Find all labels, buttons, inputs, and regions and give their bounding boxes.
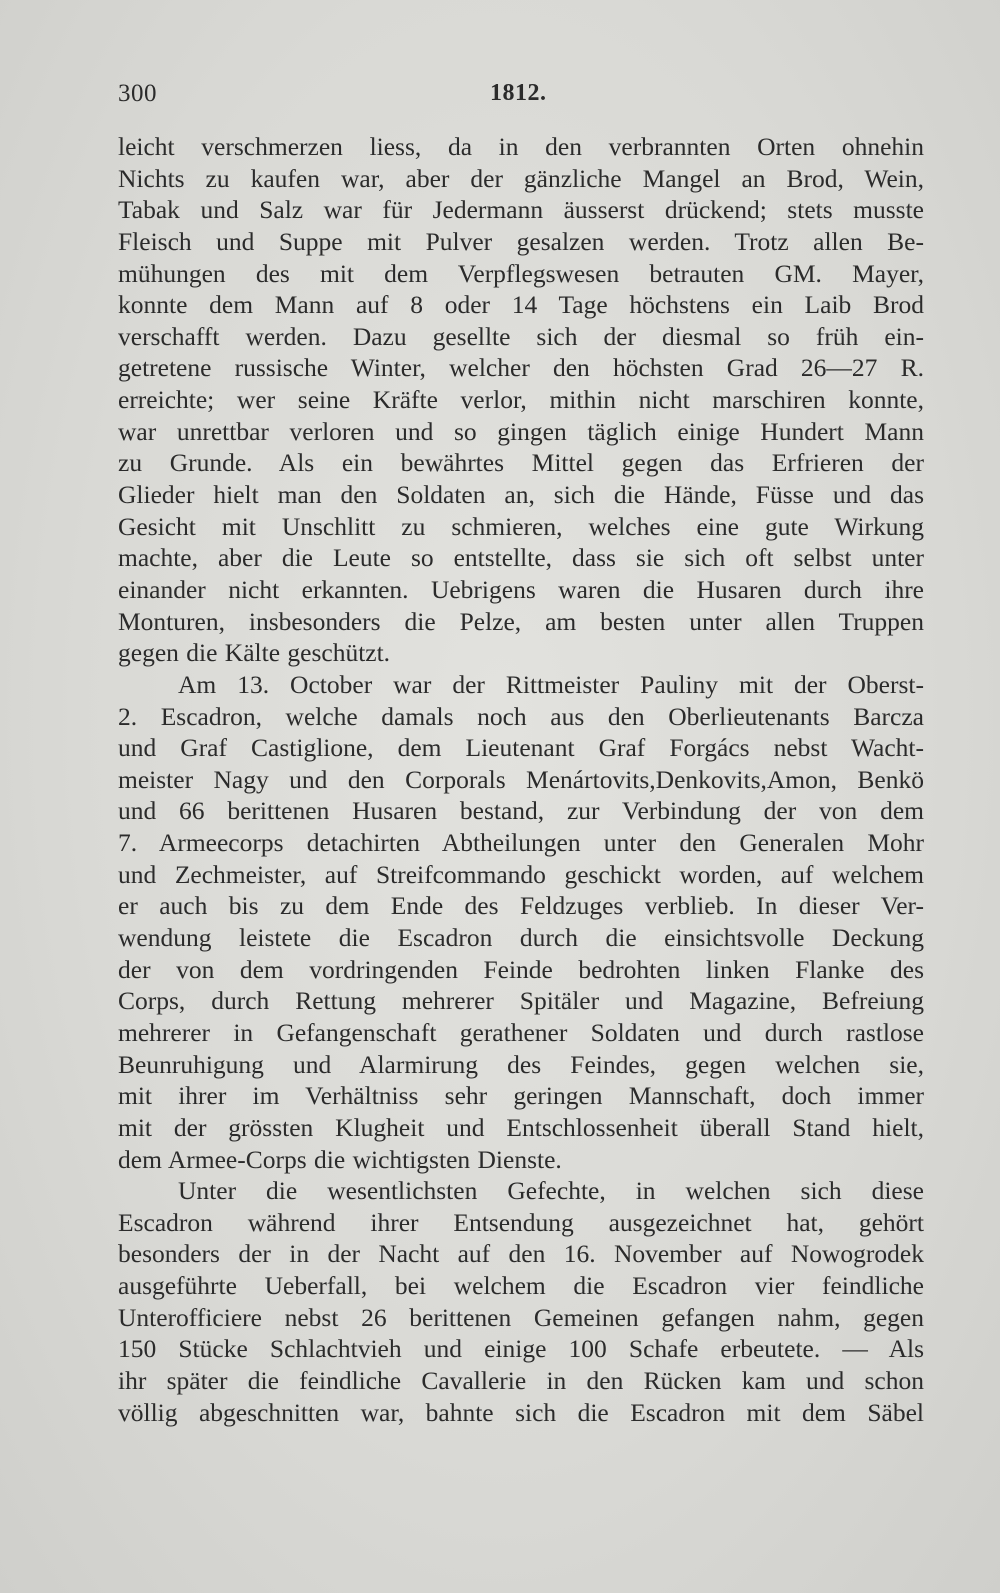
text-line: Corps, durch Rettung mehrerer Spitäler und Magazine, Befreiung bbox=[118, 986, 924, 1016]
text-line: zu Grunde. Als ein bewährtes Mittel gegen das Erfrieren der bbox=[118, 448, 924, 478]
text-line: Escadron während ihrer Entsendung ausgezeichnet hat, gehört bbox=[118, 1207, 924, 1237]
text-line: besonders der in der Nacht auf den 16. November auf Nowogrodek bbox=[118, 1239, 924, 1269]
text-line: Gesicht mit Unschlitt zu schmieren, welches eine gute Wirkung bbox=[118, 511, 924, 541]
text-line: mehrerer in Gefangenschaft gerathener Soldaten und durch rastlose bbox=[118, 1017, 924, 1047]
text-line: Fleisch und Suppe mit Pulver gesalzen werden. Trotz allen Be- bbox=[118, 226, 924, 256]
text-line: verschafft werden. Dazu gesellte sich der diesmal so früh ein- bbox=[118, 321, 924, 351]
text-line: und Graf Castiglione, dem Lieutenant Graf Forgács nebst Wacht- bbox=[118, 733, 924, 763]
text-line: mit der grössten Klugheit und Entschlossenheit überall Stand hielt, bbox=[118, 1112, 924, 1142]
text-line: machte, aber die Leute so entstellte, dass sie sich oft selbst unter bbox=[118, 543, 924, 573]
text-line: der von dem vordringenden Feinde bedrohten linken Flanke des bbox=[118, 954, 924, 984]
running-head: 1812. bbox=[490, 80, 547, 106]
text-line: Tabak und Salz war für Jedermann äusserst drückend; stets musste bbox=[118, 195, 924, 225]
text-line: Unter die wesentlichsten Gefechte, in welchen sich diese bbox=[178, 1176, 924, 1206]
text-line: mit ihrer im Verhältniss sehr geringen Mannschaft, doch immer bbox=[118, 1081, 924, 1111]
text-line: 150 Stücke Schlachtvieh und einige 100 Schafe erbeutete. — Als bbox=[118, 1334, 924, 1364]
text-line: 7. Armeecorps detachirten Abtheilungen unter den Generalen Mohr bbox=[118, 828, 924, 858]
text-line: Nichts zu kaufen war, aber der gänzliche Mangel an Brod, Wein, bbox=[118, 163, 924, 193]
text-line: einander nicht erkannten. Uebrigens waren die Husaren durch ihre bbox=[118, 574, 924, 604]
text-line: konnte dem Mann auf 8 oder 14 Tage höchstens ein Laib Brod bbox=[118, 290, 924, 320]
page-header bbox=[118, 80, 918, 114]
text-line: Am 13. October war der Rittmeister Pauliny mit der Oberst- bbox=[178, 669, 924, 699]
text-line: mühungen des mit dem Verpflegswesen betrauten GM. Mayer, bbox=[118, 258, 924, 288]
text-line: und Zechmeister, auf Streifcommando geschickt worden, auf welchem bbox=[118, 859, 924, 889]
page-number: 300 bbox=[118, 80, 157, 107]
text-line: Monturen, insbesonders die Pelze, am besten unter allen Truppen bbox=[118, 606, 924, 636]
text-line: erreichte; wer seine Kräfte verlor, mithin nicht marschiren konnte, bbox=[118, 385, 924, 415]
text-line: ihr später die feindliche Cavallerie in den Rücken kam und schon bbox=[118, 1365, 924, 1395]
text-line: leicht verschmerzen liess, da in den verbrannten Orten ohnehin bbox=[118, 132, 924, 161]
text-line: Beunruhigung und Alarmirung des Feindes, gegen welchen sie, bbox=[118, 1049, 924, 1079]
text-line: wendung leistete die Escadron durch die einsichtsvolle Deckung bbox=[118, 923, 924, 953]
text-line: Glieder hielt man den Soldaten an, sich die Hände, Füsse und das bbox=[118, 480, 924, 510]
text-line: und 66 berittenen Husaren bestand, zur Verbindung der von dem bbox=[118, 796, 924, 826]
text-line: völlig abgeschnitten war, bahnte sich die Escadron mit dem Säbel bbox=[118, 1397, 924, 1427]
text-line: gegen die Kälte geschützt. bbox=[118, 638, 391, 668]
text-line: er auch bis zu dem Ende des Feldzuges verblieb. In dieser Ver- bbox=[118, 891, 924, 921]
text-line: war unrettbar verloren und so gingen täglich einige Hundert Mann bbox=[118, 416, 924, 446]
text-line: ausgeführte Ueberfall, bei welchem die Escadron vier feindliche bbox=[118, 1271, 924, 1301]
text-line: meister Nagy und den Corporals Menártovits,Denkovits,Amon, Benkö bbox=[118, 764, 924, 794]
body-text bbox=[118, 131, 924, 1428]
text-line: getretene russische Winter, welcher den höchsten Grad 26—27 R. bbox=[118, 353, 924, 383]
text-line: dem Armee-Corps die wichtigsten Dienste. bbox=[118, 1144, 562, 1174]
text-line: Unterofficiere nebst 26 berittenen Gemeinen gefangen nahm, gegen bbox=[118, 1302, 924, 1332]
text-line: 2. Escadron, welche damals noch aus den Oberlieutenants Barcza bbox=[118, 701, 924, 731]
